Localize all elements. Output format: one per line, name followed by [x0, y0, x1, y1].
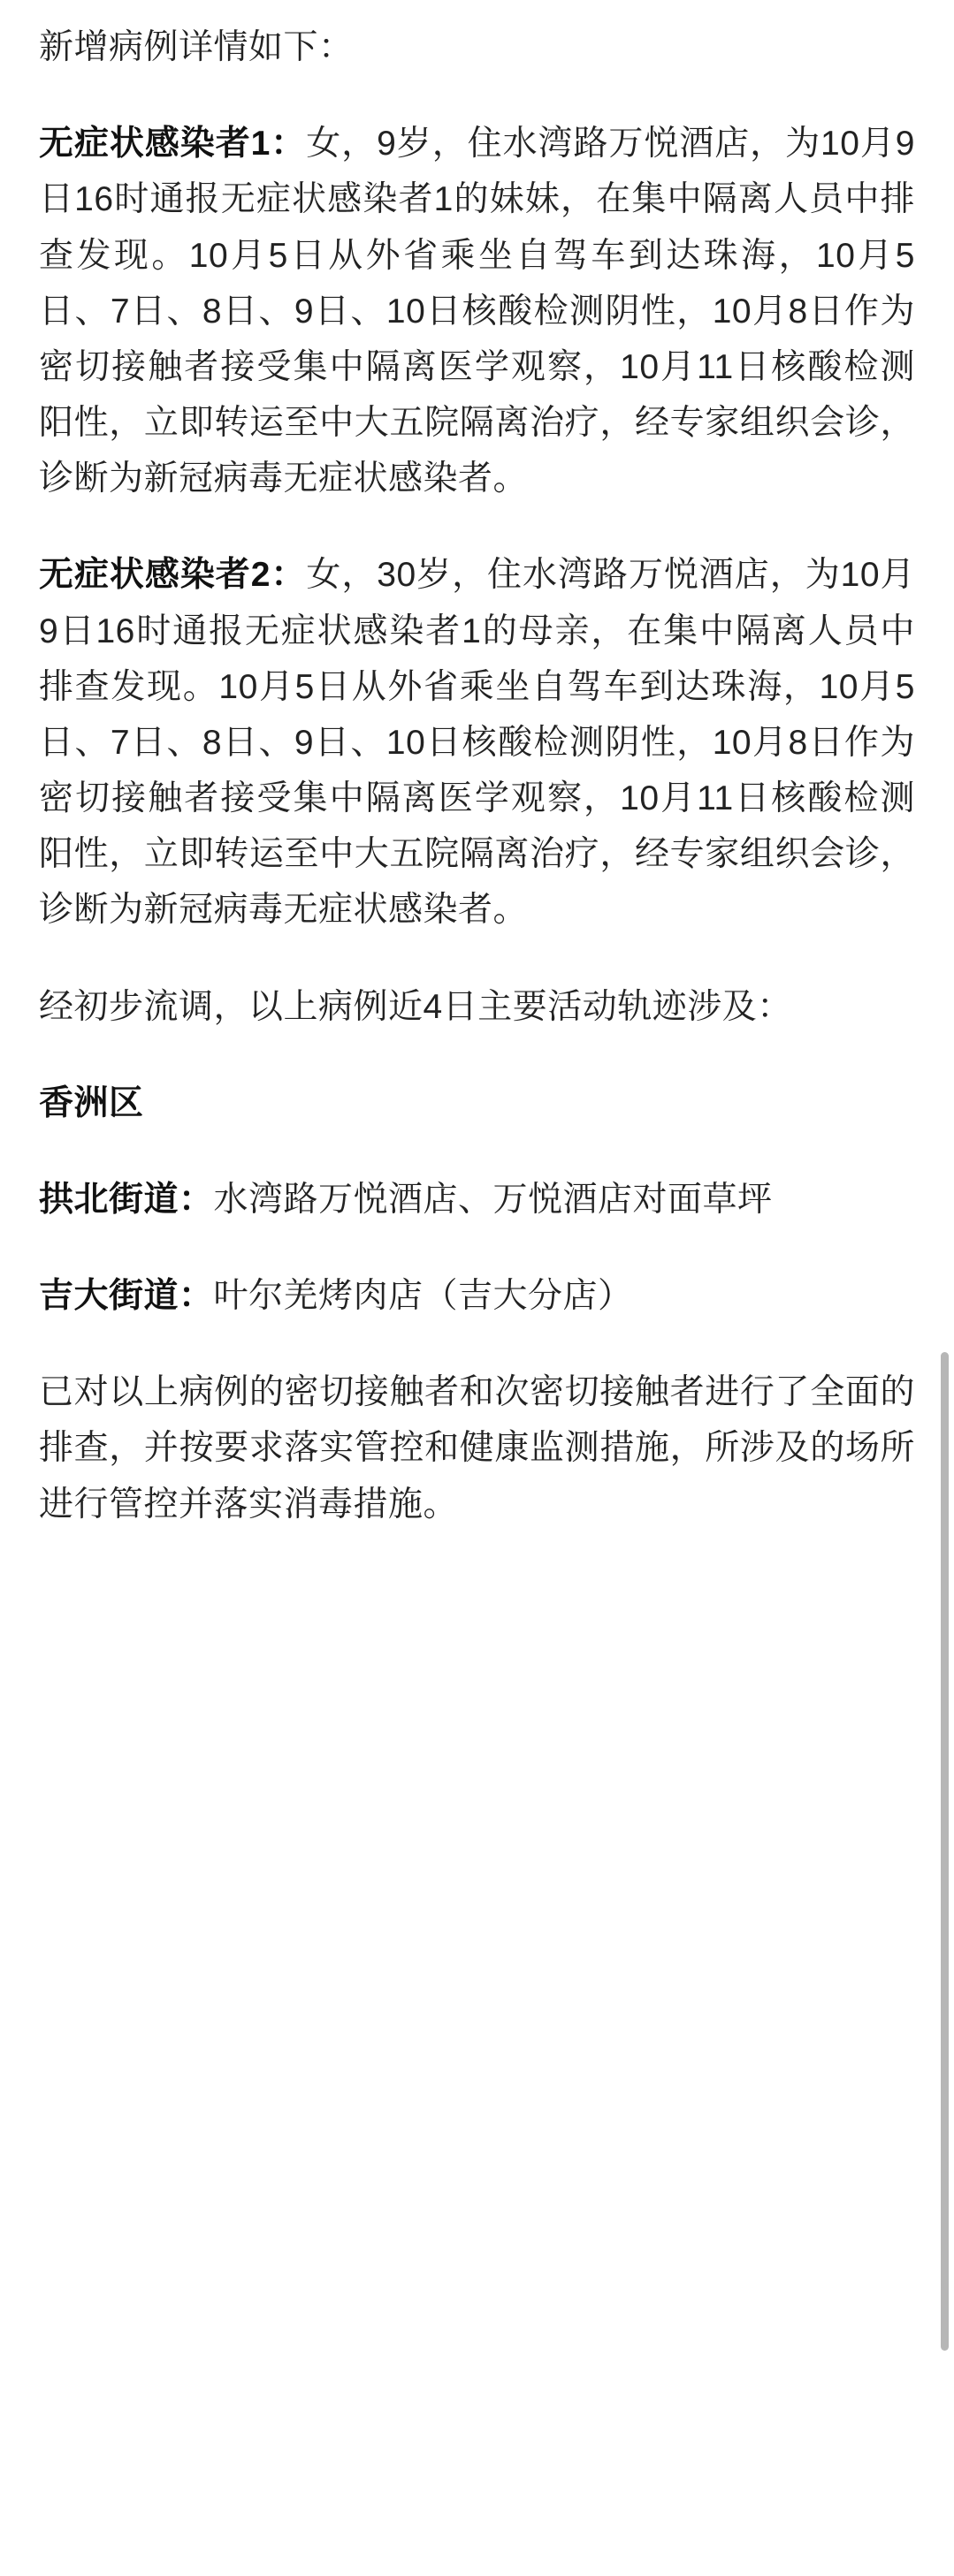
paragraph-lead: 无症状感染者1： [39, 125, 307, 163]
paragraph-intro [39, 19, 915, 75]
paragraph-text: 经初步流调，以上病例近4日主要活动轨迹涉及： [39, 987, 792, 1026]
paragraph-text: 新增病例详情如下： [39, 28, 354, 66]
paragraph-lead: 无症状感染者2： [39, 556, 307, 595]
paragraph-measures [39, 1364, 915, 1532]
paragraph-street-gongbei [39, 1172, 915, 1227]
paragraph-text: 叶尔羌烤肉店（吉大分店） [213, 1277, 633, 1316]
paragraph-text: 已对以上病例的密切接触者和次密切接触者进行了全面的排查，并按要求落实管控和健康监测措施，所涉及的场所进行管控并落实消毒措施。 [39, 1373, 915, 1524]
paragraph-text: 女，30岁，住水湾路万悦酒店，为10月9日16时通报无症状感染者1的母亲，在集中隔离人员中排查发现。10月5日从外省乘坐自驾车到达珠海，10月5日、7日、8日、9日、10日核酸检测阴性，10月8日作为密切接触者接受集中隔离医学观察，10月11日核酸检测阳性，立即转运至中大五院隔离治疗，经专家组织会诊，诊断为新冠病毒无症状感染者。 [39, 556, 915, 930]
heading-district [39, 1075, 915, 1131]
paragraph-case-2 [39, 547, 915, 938]
paragraph-trace-intro [39, 979, 915, 1035]
paragraph-street-jida [39, 1268, 915, 1324]
heading-label: 香洲区 [39, 1083, 144, 1122]
paragraph-lead: 拱北街道： [39, 1180, 214, 1219]
paragraph-text: 女，9岁，住水湾路万悦酒店，为10月9日16时通报无症状感染者1的妹妹，在集中隔离人员中排查发现。10月5日从外省乘坐自驾车到达珠海，10月5日、7日、8日、9日、10日核酸检测阴性，10月8日作为密切接触者接受集中隔离医学观察，10月11日核酸检测阳性，立即转运至中大五院隔离治疗，经专家组织会诊，诊断为新冠病毒无症状感染者。 [39, 125, 915, 498]
paragraph-text: 水湾路万悦酒店、万悦酒店对面草坪 [213, 1180, 773, 1219]
paragraph-lead: 吉大街道： [39, 1277, 214, 1316]
paragraph-case-1 [39, 116, 915, 506]
vertical-scrollbar[interactable] [941, 1352, 949, 2351]
